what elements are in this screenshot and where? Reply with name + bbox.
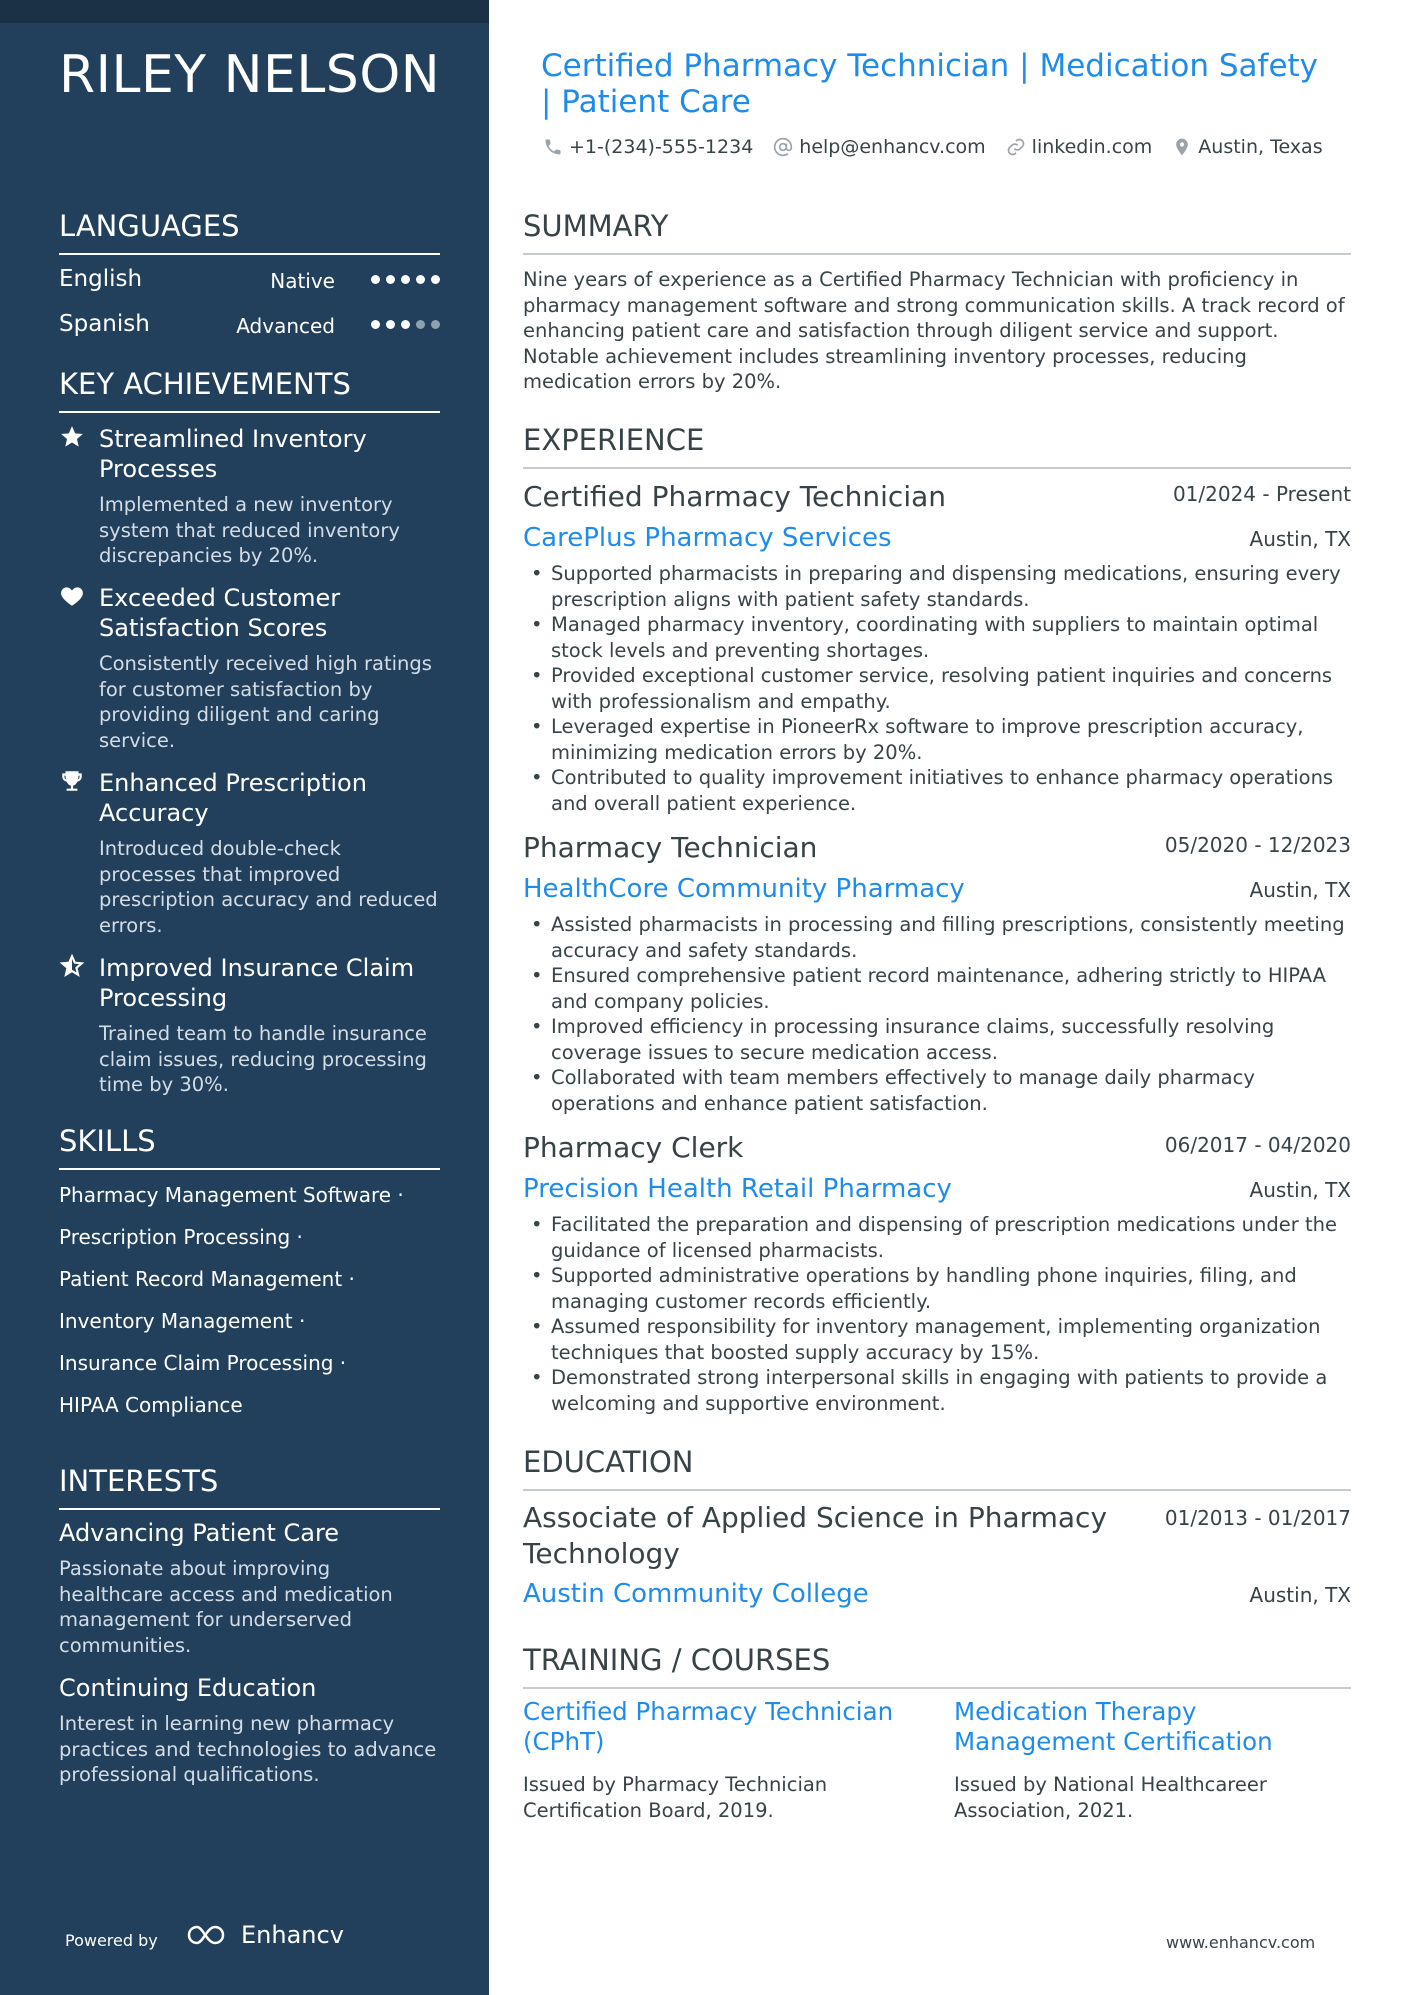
language-row	[59, 311, 440, 341]
skill-item: HIPAA Compliance	[59, 1393, 243, 1417]
course-description: Issued by Pharmacy Technician Certification Board, 2019.	[523, 1773, 828, 1822]
linkedin-text: linkedin.com	[1031, 136, 1153, 158]
dot-filled	[401, 275, 410, 284]
languages-heading: LANGUAGES	[59, 209, 440, 255]
experience-heading: EXPERIENCE	[523, 423, 1351, 469]
interests-heading: INTERESTS	[59, 1464, 440, 1510]
dot-filled	[386, 320, 395, 329]
bullet-item: • Facilitated the preparation and dispensing of prescription medications under the guidance of licensed pharmacists.	[523, 1212, 1353, 1263]
location-text: Austin, Texas	[1198, 136, 1323, 158]
dot-filled	[401, 320, 410, 329]
sidebar-top-bar	[0, 0, 489, 23]
bullet-item: • Supported administrative operations by handling phone inquiries, filing, and managing customer records efficiently.	[523, 1263, 1353, 1314]
star-icon	[59, 424, 85, 450]
dot-filled	[371, 275, 380, 284]
summary-text: Nine years of experience as a Certified Pharmacy Technician with proficiency in pharmacy management software and strong communication skills. A track record of enhancing patient care and satisfaction through diligent service and support. Notable achievement includes streamlining inventory processes, reducing medication errors by 20%.	[523, 268, 1345, 393]
interest-title: Advancing Patient Care	[59, 1519, 340, 1547]
headline: Certified Pharmacy Technician | Medication Safety | Patient Care	[541, 48, 1319, 120]
skill-item: Pharmacy Management Software ·	[59, 1183, 404, 1207]
candidate-name: RILEY NELSON	[59, 45, 441, 105]
job-bullets	[523, 561, 1353, 816]
language-level: Advanced	[236, 314, 335, 338]
trophy-icon	[59, 768, 85, 794]
job-location: Austin, TX	[1249, 878, 1351, 902]
job-bullets	[523, 1212, 1353, 1416]
achievement-title: Enhanced Prescription Accuracy	[99, 769, 367, 827]
degree-title: Associate of Applied Science in Pharmacy Technology	[523, 1501, 1108, 1570]
contact-phone[interactable]	[543, 136, 753, 158]
phone-text: +1-(234)-555-1234	[569, 136, 754, 158]
course-title: Certified Pharmacy Technician (CPhT)	[523, 1697, 894, 1756]
heart-icon	[59, 583, 85, 609]
course-title: Medication Therapy Management Certification	[954, 1697, 1273, 1756]
achievement-title: Exceeded Customer Satisfaction Scores	[99, 584, 341, 642]
skills-heading: SKILLS	[59, 1124, 440, 1170]
achievement-description: Introduced double-check processes that improved prescription accuracy and reduced errors.	[99, 837, 438, 937]
skill-item: Inventory Management ·	[59, 1309, 306, 1333]
job-bullets	[523, 912, 1353, 1116]
dot-empty	[416, 320, 425, 329]
job-title: Pharmacy Clerk	[523, 1131, 744, 1164]
skill-item: Insurance Claim Processing ·	[59, 1351, 347, 1375]
at-sign-icon	[773, 137, 793, 157]
course-description: Issued by National Healthcareer Association, 2021.	[954, 1773, 1267, 1822]
education-location: Austin, TX	[1249, 1583, 1351, 1607]
summary-heading: SUMMARY	[523, 209, 1351, 255]
language-name: Spanish	[59, 311, 150, 337]
job-title: Certified Pharmacy Technician	[523, 480, 947, 513]
language-row	[59, 266, 440, 296]
location-pin-icon	[1172, 137, 1192, 157]
education-heading: EDUCATION	[523, 1445, 1351, 1491]
bullet-item: • Ensured comprehensive patient record maintenance, adhering strictly to HIPAA and company policies.	[523, 963, 1353, 1014]
achievement-description: Trained team to handle insurance claim issues, reducing processing time by 30%.	[99, 1022, 427, 1096]
infinity-logo-icon	[185, 1922, 231, 1948]
star-outline-icon	[59, 953, 85, 979]
job-company[interactable]: CarePlus Pharmacy Services	[523, 523, 892, 553]
bullet-item: • Assisted pharmacists in processing and filling prescriptions, consistently meeting accuracy and safety standards.	[523, 912, 1353, 963]
email-text: help@enhancv.com	[799, 136, 986, 158]
skill-item: Patient Record Management ·	[59, 1267, 355, 1291]
job-title: Pharmacy Technician	[523, 831, 818, 864]
bullet-item: • Assumed responsibility for inventory management, implementing organization techniques that boosted supply accuracy by 15%.	[523, 1314, 1353, 1365]
job-company[interactable]: HealthCore Community Pharmacy	[523, 874, 965, 904]
bullet-item: • Demonstrated strong interpersonal skills in engaging with patients to provide a welcoming and supportive environment.	[523, 1365, 1353, 1416]
achievement-description: Consistently received high ratings for customer satisfaction by providing diligent and caring service.	[99, 652, 432, 752]
sidebar	[0, 0, 489, 1995]
job-dates: 05/2020 - 12/2023	[1164, 833, 1351, 857]
contact-bar	[543, 136, 1323, 158]
dot-filled	[431, 275, 440, 284]
language-level: Native	[270, 269, 335, 293]
brand-name: Enhancv	[241, 1921, 344, 1949]
achievement-title: Improved Insurance Claim Processing	[99, 954, 415, 1012]
achievements-heading: KEY ACHIEVEMENTS	[59, 367, 440, 413]
interest-description: Interest in learning new pharmacy practices and technologies to advance professional qualifications.	[59, 1712, 437, 1786]
job-dates: 01/2024 - Present	[1172, 482, 1351, 506]
dot-empty	[431, 320, 440, 329]
bullet-item: • Improved efficiency in processing insurance claims, successfully resolving coverage issues to secure medication access.	[523, 1014, 1353, 1065]
dot-filled	[416, 275, 425, 284]
phone-icon	[543, 137, 563, 157]
bullet-item: • Leveraged expertise in PioneerRx software to improve prescription accuracy, minimizing medication errors by 20%.	[523, 714, 1353, 765]
job-company[interactable]: Precision Health Retail Pharmacy	[523, 1174, 952, 1204]
contact-linkedin[interactable]	[1006, 136, 1153, 158]
school-name[interactable]: Austin Community College	[523, 1579, 869, 1609]
contact-location	[1172, 136, 1322, 158]
bullet-item: • Supported pharmacists in preparing and dispensing medications, ensuring every prescription aligns with patient safety standards.	[523, 561, 1353, 612]
link-icon	[1006, 137, 1026, 157]
training-heading: TRAINING / COURSES	[523, 1643, 1351, 1689]
interest-title: Continuing Education	[59, 1674, 317, 1702]
footer-url[interactable]: www.enhancv.com	[1166, 1933, 1316, 1952]
proficiency-dots	[371, 320, 440, 329]
proficiency-dots	[371, 275, 440, 284]
powered-by-label: Powered by	[65, 1931, 158, 1950]
job-location: Austin, TX	[1249, 527, 1351, 551]
achievement-title: Streamlined Inventory Processes	[99, 425, 367, 483]
bullet-item: • Collaborated with team members effectively to manage daily pharmacy operations and enhance patient satisfaction.	[523, 1065, 1353, 1116]
bullet-item: • Managed pharmacy inventory, coordinating with suppliers to maintain optimal stock levels and preventing shortages.	[523, 612, 1353, 663]
job-location: Austin, TX	[1249, 1178, 1351, 1202]
bullet-item: • Contributed to quality improvement initiatives to enhance pharmacy operations and overall patient experience.	[523, 765, 1353, 816]
bullet-item: • Provided exceptional customer service, resolving patient inquiries and concerns with professionalism and empathy.	[523, 663, 1353, 714]
interest-description: Passionate about improving healthcare access and medication management for underserved communities.	[59, 1557, 393, 1657]
education-dates: 01/2013 - 01/2017	[1164, 1506, 1351, 1530]
enhancv-logo[interactable]	[185, 1921, 344, 1949]
contact-email[interactable]	[773, 136, 985, 158]
skill-item: Prescription Processing ·	[59, 1225, 303, 1249]
language-name: English	[59, 266, 143, 292]
job-dates: 06/2017 - 04/2020	[1164, 1133, 1351, 1157]
achievement-description: Implemented a new inventory system that reduced inventory discrepancies by 20%.	[99, 493, 400, 567]
dot-filled	[371, 320, 380, 329]
dot-filled	[386, 275, 395, 284]
